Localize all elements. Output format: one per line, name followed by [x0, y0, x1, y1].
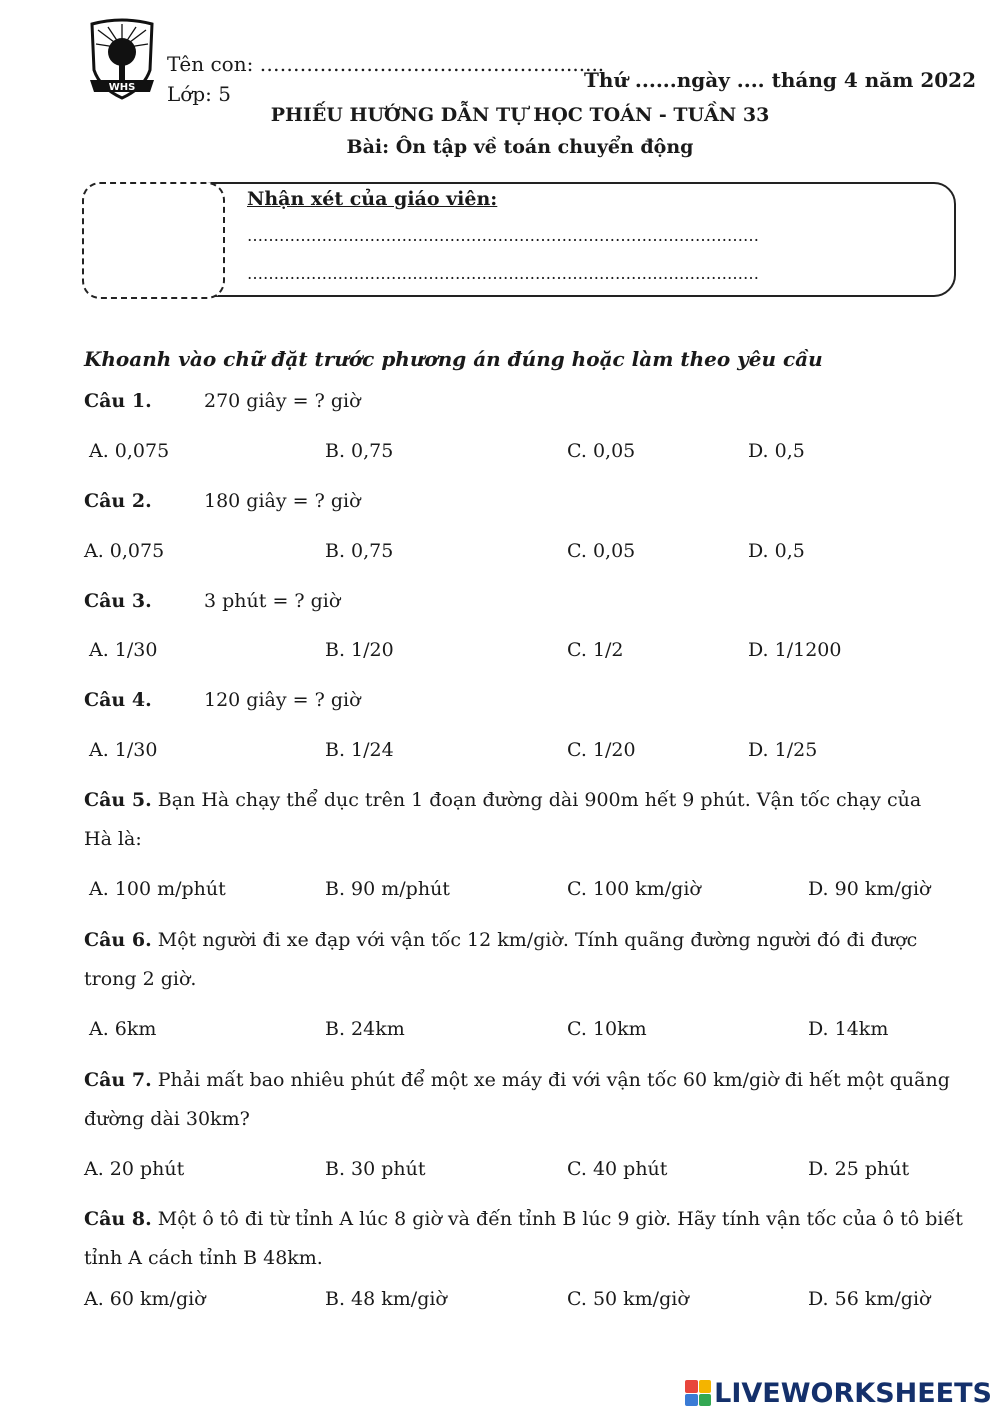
q8-option-b[interactable]: B. 48 km/giờ [325, 1288, 447, 1310]
q7-option-c[interactable]: C. 40 phút [567, 1158, 668, 1180]
q6-option-a[interactable]: A. 6km [89, 1018, 157, 1040]
q3-option-d[interactable]: D. 1/1200 [748, 639, 842, 661]
q2-option-b[interactable]: B. 0,75 [325, 540, 394, 562]
q6-option-d[interactable]: D. 14km [808, 1018, 889, 1040]
liveworksheets-logo-icon [685, 1380, 711, 1406]
q8-option-d[interactable]: D. 56 km/giờ [808, 1288, 931, 1310]
question-8: Câu 8. Một ô tô đi từ tỉnh A lúc 8 giờ và đến tỉnh B lúc 9 giờ. Hãy tính vận tốc của ô tô biết [84, 1208, 963, 1230]
logo-text: WHS [108, 82, 136, 93]
question-7: Câu 7. Phải mất bao nhiêu phút để một xe máy đi với vận tốc 60 km/giờ đi hết một quãng [84, 1069, 950, 1091]
question-5-continued: Hà là: [84, 828, 142, 850]
q1-option-b[interactable]: B. 0,75 [325, 440, 394, 462]
watermark-text: LIVEWORKSHEETS [714, 1377, 992, 1409]
question-2-text: 180 giây = ? giờ [204, 490, 361, 512]
q8-option-c[interactable]: C. 50 km/giờ [567, 1288, 689, 1310]
q8-option-a[interactable]: A. 60 km/giờ [84, 1288, 206, 1310]
q2-option-d[interactable]: D. 0,5 [748, 540, 805, 562]
q7-option-a[interactable]: A. 20 phút [84, 1158, 185, 1180]
q1-option-d[interactable]: D. 0,5 [748, 440, 805, 462]
school-logo [84, 18, 160, 102]
q4-option-a[interactable]: A. 1/30 [89, 739, 158, 761]
question-6-continued: trong 2 giờ. [84, 968, 197, 990]
question-7-continued: đường dài 30km? [84, 1108, 250, 1130]
q6-option-b[interactable]: B. 24km [325, 1018, 405, 1040]
q2-option-a[interactable]: A. 0,075 [84, 540, 165, 562]
class-label: Lớp: 5 [167, 82, 231, 106]
q6-option-c[interactable]: C. 10km [567, 1018, 647, 1040]
q5-option-a[interactable]: A. 100 m/phút [89, 878, 226, 900]
comment-line-1[interactable]: …………………………………………………………………………………… [247, 226, 759, 245]
q5-option-c[interactable]: C. 100 km/giờ [567, 878, 701, 900]
page-title: PHIẾU HƯỚNG DẪN TỰ HỌC TOÁN - TUẦN 33 [270, 104, 770, 126]
instruction: Khoanh vào chữ đặt trước phương án đúng hoặc làm theo yêu cầu [84, 347, 823, 371]
question-3-label: Câu 3. [84, 590, 152, 612]
question-8-continued: tỉnh A cách tỉnh B 48km. [84, 1247, 323, 1269]
question-1-text: 270 giây = ? giờ [204, 390, 361, 412]
student-name-field[interactable]: Tên con: ………………………………………....... [167, 52, 605, 76]
teacher-comment-label: Nhận xét của giáo viên: [247, 188, 498, 210]
question-1-label: Câu 1. [84, 390, 152, 412]
q1-option-a[interactable]: A. 0,075 [89, 440, 170, 462]
question-6: Câu 6. Một người đi xe đạp với vận tốc 12 km/giờ. Tính quãng đường người đó đi được [84, 929, 918, 951]
q1-option-c[interactable]: C. 0,05 [567, 440, 636, 462]
q3-option-a[interactable]: A. 1/30 [89, 639, 158, 661]
q7-option-b[interactable]: B. 30 phút [325, 1158, 426, 1180]
question-4-text: 120 giây = ? giờ [204, 689, 361, 711]
question-4-label: Câu 4. [84, 689, 152, 711]
question-3-text: 3 phút = ? giờ [204, 590, 341, 612]
q4-option-d[interactable]: D. 1/25 [748, 739, 818, 761]
q3-option-c[interactable]: C. 1/2 [567, 639, 624, 661]
q5-option-d[interactable]: D. 90 km/giờ [808, 878, 931, 900]
page-subtitle: Bài: Ôn tập về toán chuyển động [346, 136, 694, 158]
question-5: Câu 5. Bạn Hà chạy thể dục trên 1 đoạn đường dài 900m hết 9 phút. Vận tốc chạy của [84, 789, 922, 811]
q7-option-d[interactable]: D. 25 phút [808, 1158, 910, 1180]
q4-option-c[interactable]: C. 1/20 [567, 739, 636, 761]
q4-option-b[interactable]: B. 1/24 [325, 739, 394, 761]
comment-line-2[interactable]: …………………………………………………………………………………… [247, 264, 759, 283]
q5-option-b[interactable]: B. 90 m/phút [325, 878, 450, 900]
score-box [82, 182, 225, 299]
q2-option-c[interactable]: C. 0,05 [567, 540, 636, 562]
liveworksheets-watermark[interactable] [685, 1375, 992, 1411]
question-2-label: Câu 2. [84, 490, 152, 512]
date-line: Thứ ......ngày .... tháng 4 năm 2022 [584, 68, 976, 92]
q3-option-b[interactable]: B. 1/20 [325, 639, 394, 661]
